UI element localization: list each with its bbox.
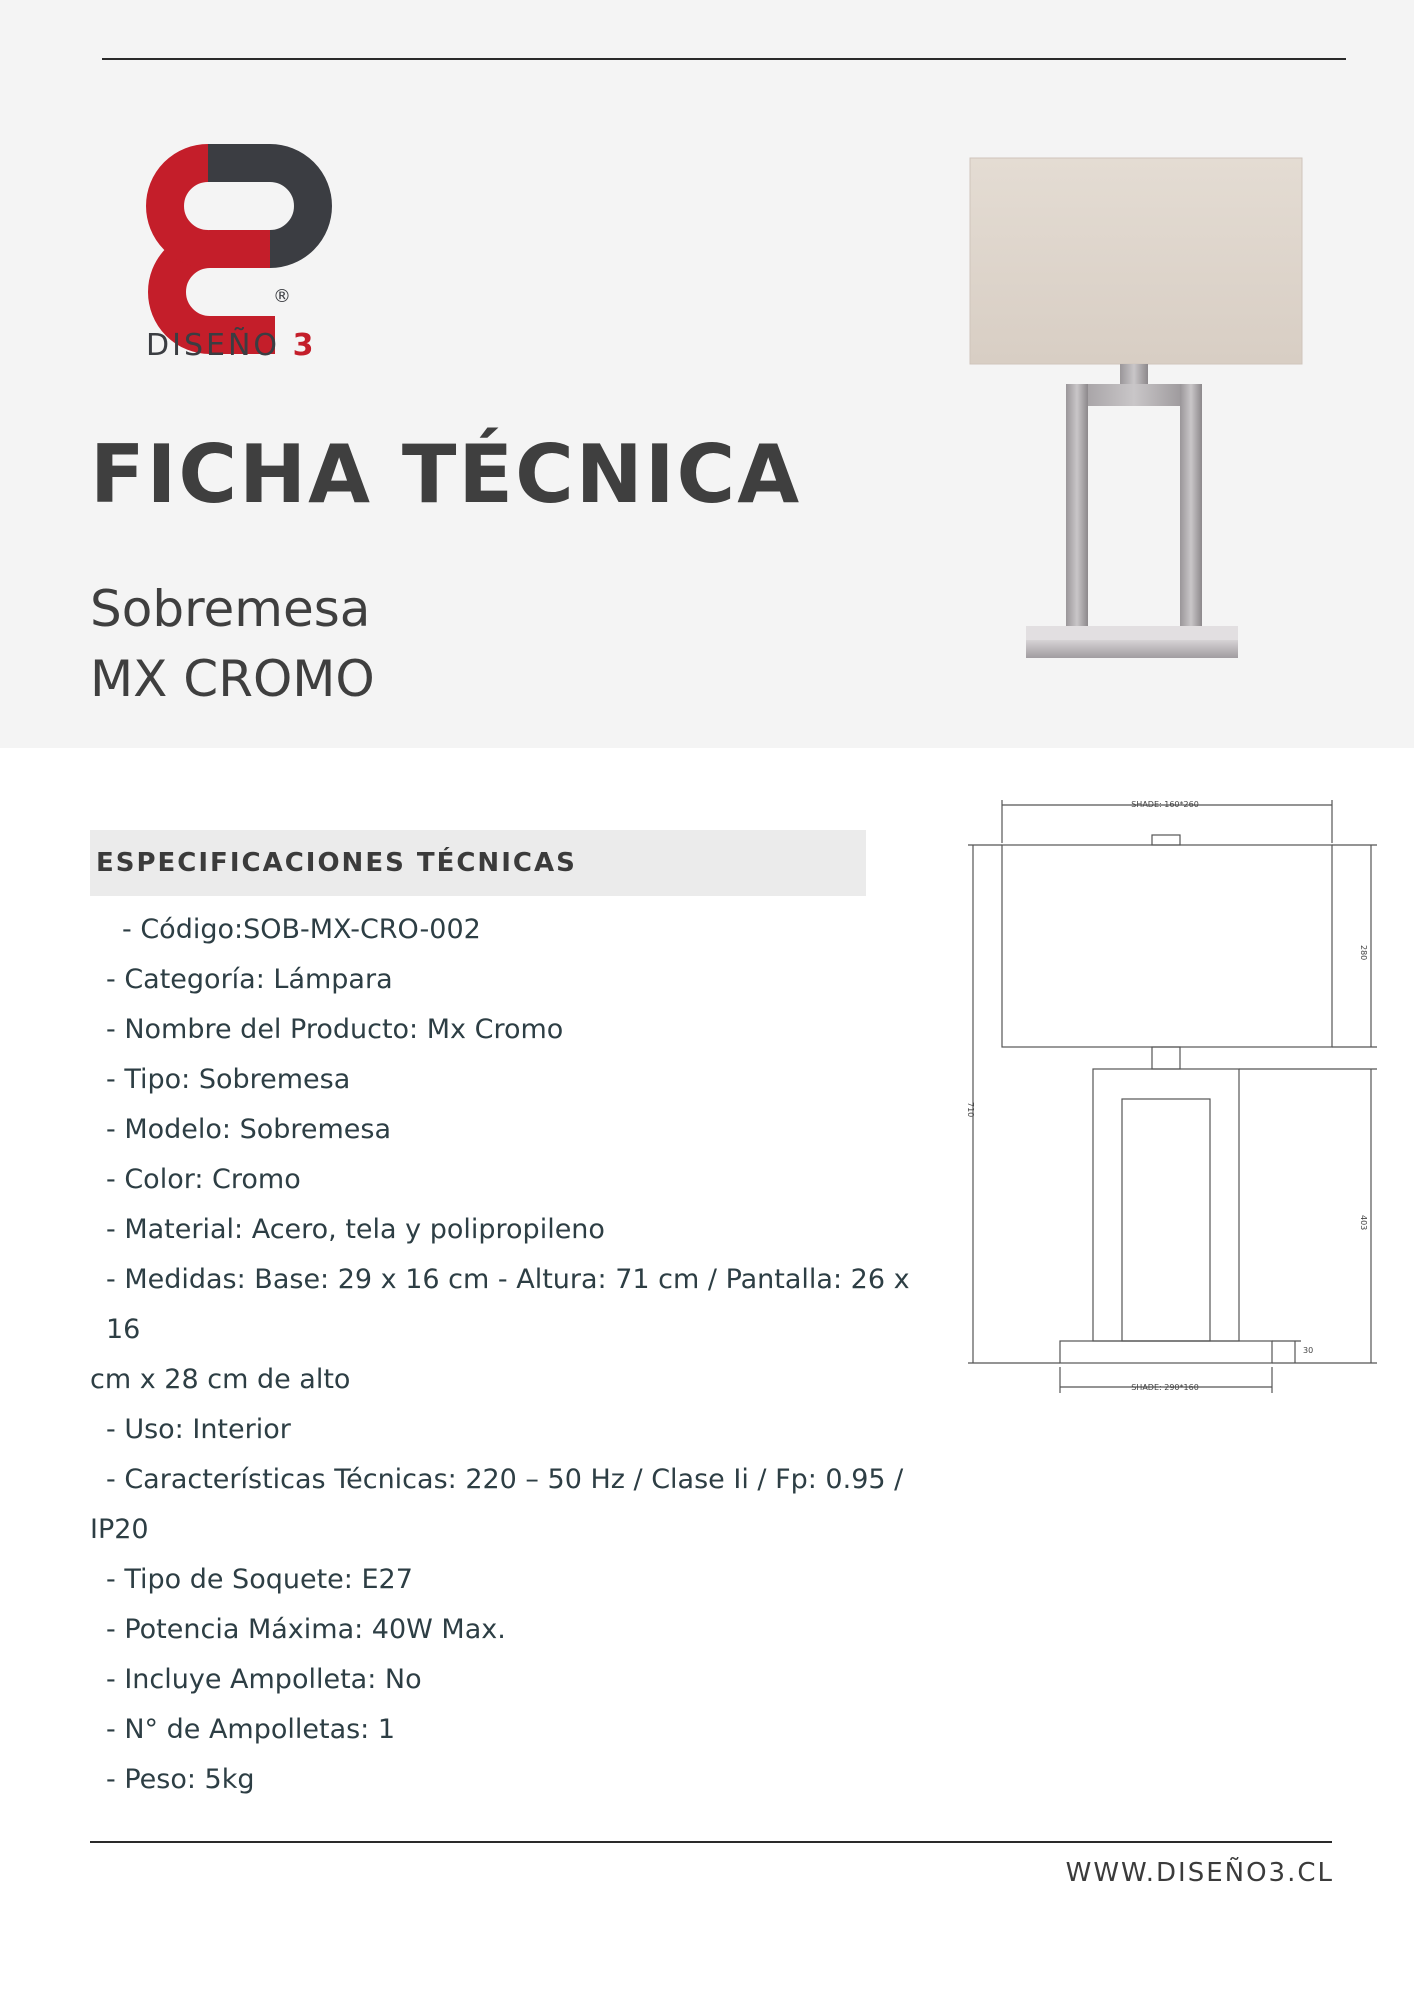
spec-item: - Nombre del Producto: Mx Cromo <box>106 1014 564 1045</box>
top-divider <box>102 58 1346 60</box>
spec-item: - Código:SOB-MX-CRO-002 <box>122 914 481 945</box>
base-height-label: 30 <box>1303 1346 1314 1355</box>
shade-dimension-label: SHADE: 160*260 <box>1131 800 1199 809</box>
spec-item: - Incluye Ampolleta: No <box>106 1664 422 1695</box>
brand-number: 3 <box>292 328 317 363</box>
spec-item: - Tipo: Sobremesa <box>106 1064 351 1095</box>
shade-height-label: 280 <box>1359 945 1368 961</box>
product-name: MX CROMO <box>90 650 375 708</box>
specs-list <box>90 905 950 1805</box>
brand-logo-icon <box>130 130 340 360</box>
spec-item: - Uso: Interior <box>106 1414 291 1445</box>
registered-mark: ® <box>273 286 291 307</box>
spec-item: - Potencia Máxima: 40W Max. <box>106 1614 506 1645</box>
spec-item: - N° de Ampolletas: 1 <box>106 1714 396 1745</box>
spec-item-continuation: IP20 <box>90 1514 149 1545</box>
bottom-divider <box>90 1841 1332 1843</box>
body-height-label: 403 <box>1359 1215 1368 1231</box>
spec-item: - Tipo de Soquete: E27 <box>106 1564 413 1595</box>
spec-item: - Características Técnicas: 220 – 50 Hz / Clase Ii / Fp: 0.95 / <box>106 1464 904 1495</box>
specs-heading: ESPECIFICACIONES TÉCNICAS <box>96 848 577 878</box>
spec-item: - Modelo: Sobremesa <box>106 1114 392 1145</box>
product-category: Sobremesa <box>90 580 371 638</box>
brand-word: DISEÑO <box>146 328 281 363</box>
page-title: FICHA TÉCNICA <box>90 428 802 521</box>
spec-item: - Color: Cromo <box>106 1164 301 1195</box>
spec-item: - Material: Acero, tela y polipropileno <box>106 1214 605 1245</box>
spec-item-continuation: cm x 28 cm de alto <box>90 1364 351 1395</box>
spec-item: - Medidas: Base: 29 x 16 cm - Altura: 71 cm / Pantalla: 26 x 16 <box>106 1264 919 1345</box>
website-link[interactable]: WWW.DISEÑO3.CL <box>1065 1858 1334 1888</box>
brand-name <box>146 328 316 363</box>
spec-item: - Categoría: Lámpara <box>106 964 393 995</box>
technical-drawing <box>965 795 1385 1405</box>
product-photo <box>960 150 1320 690</box>
total-height-label: 710 <box>966 1102 975 1118</box>
spec-item: - Peso: 5kg <box>106 1764 255 1795</box>
base-dimension-label: SHADE: 290*160 <box>1131 1383 1199 1392</box>
specs-heading-bar <box>90 830 866 896</box>
